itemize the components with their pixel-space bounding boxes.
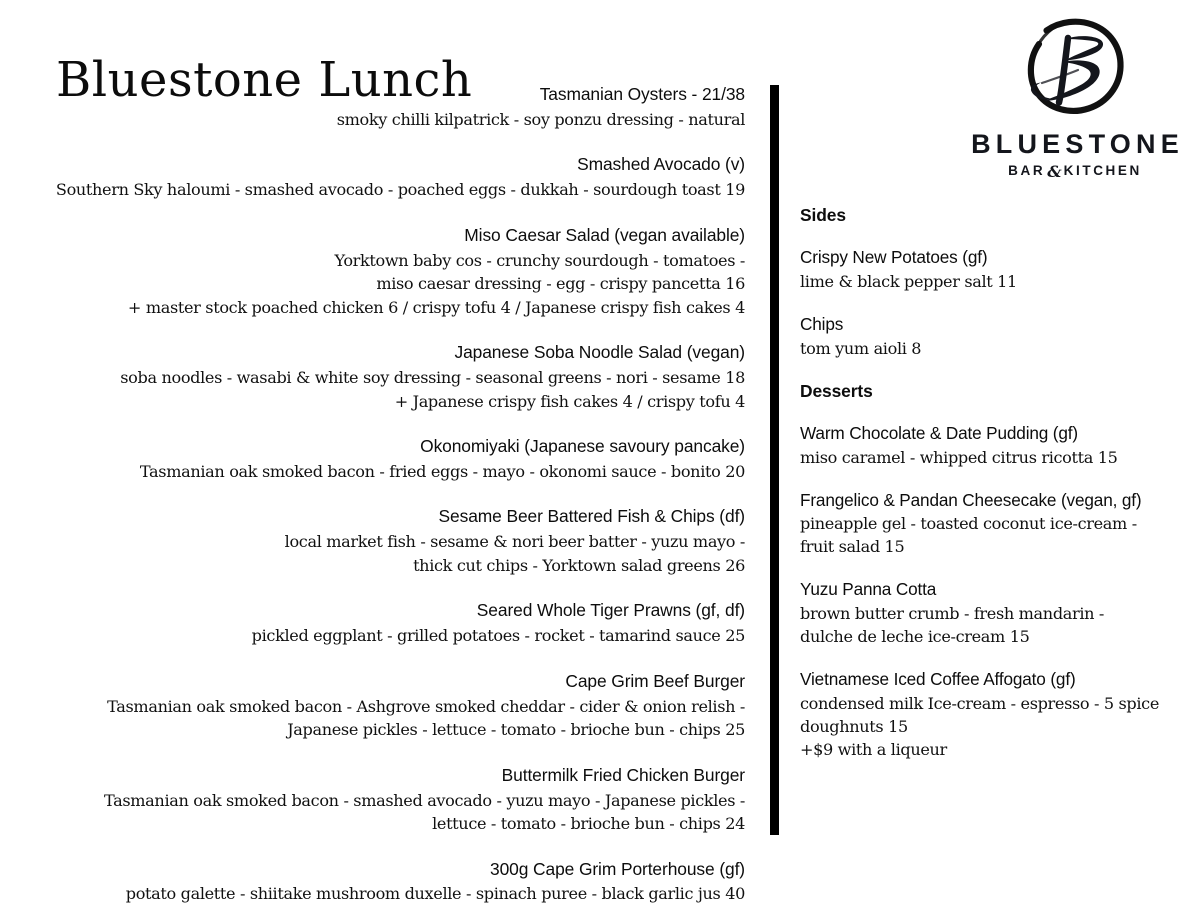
side-menu-item-description-line: fruit salad 15 xyxy=(800,537,905,557)
menu-item-name: Miso Caesar Salad (vegan available) xyxy=(464,224,745,245)
brush-b-circle-icon xyxy=(1016,14,1134,124)
desserts-section xyxy=(800,378,1180,761)
side-menu-item-name: Warm Chocolate & Date Pudding (gf) xyxy=(800,422,1078,443)
sides-desserts-column xyxy=(800,202,1180,779)
menu-item-name: Seared Whole Tiger Prawns (gf, df) xyxy=(476,600,745,621)
side-menu-item-description-line: pineapple gel - toasted coconut ice-cream - xyxy=(800,514,1137,534)
menu-item-description-line: soba noodles - wasabi & white soy dressing - seasonal greens - nori - sesame 18 xyxy=(120,368,745,388)
menu-item xyxy=(40,669,745,742)
side-menu-item-description-line: tom yum aioli 8 xyxy=(800,338,922,358)
menu-item-name: Tasmanian Oysters - 21/38 xyxy=(539,84,745,104)
menu-item xyxy=(40,223,745,319)
menu-item-name: Cape Grim Beef Burger xyxy=(565,670,745,691)
menu-item-name: 300g Cape Grim Porterhouse (gf) xyxy=(490,858,745,879)
side-menu-item-note-line: +$9 with a liqueur xyxy=(800,739,947,759)
menu-item xyxy=(40,598,745,647)
menu-item xyxy=(40,152,745,201)
menu-item-description-line: Yorktown baby cos - crunchy sourdough - tomatoes - xyxy=(334,250,745,270)
logo-wordmark: BLUESTONE xyxy=(971,129,1184,159)
menu-item-name: Okonomiyaki (Japanese savoury pancake) xyxy=(420,436,745,457)
logo-sub-bar: BAR xyxy=(1008,162,1046,178)
side-menu-item-description-line: brown butter crumb - fresh mandarin - xyxy=(800,604,1105,624)
menu-item-name: Sesame Beer Battered Fish & Chips (df) xyxy=(438,506,745,527)
menu-item-description-line: miso caesar dressing - egg - crispy pancetta 16 xyxy=(376,274,745,294)
menu-item-addons-line: + Japanese crispy fish cakes 4 / crispy tofu 4 xyxy=(394,391,745,411)
side-menu-item xyxy=(800,667,1180,761)
menu-item-description-line: Tasmanian oak smoked bacon - Ashgrove smoked cheddar - cider & onion relish - xyxy=(107,696,745,716)
logo-sub-kitchen: KITCHEN xyxy=(1063,162,1142,178)
menu-item-name: Buttermilk Fried Chicken Burger xyxy=(501,764,745,785)
menu-item-description-line: Southern Sky haloumi - smashed avocado - poached eggs - dukkah - sourdough toast 19 xyxy=(55,180,745,200)
menu-item-description-line: thick cut chips - Yorktown salad greens 26 xyxy=(413,555,745,575)
menu-item-name: Smashed Avocado (v) xyxy=(577,154,745,175)
side-menu-item-name: Chips xyxy=(800,313,844,334)
menu-item-description-line: Japanese pickles - lettuce - tomato - brioche bun - chips 25 xyxy=(287,720,745,740)
menu-item xyxy=(40,763,745,836)
side-menu-item-description-line: dulche de leche ice-cream 15 xyxy=(800,627,1030,647)
side-menu-item xyxy=(800,488,1180,559)
main-menu-column xyxy=(40,82,745,906)
logo-subwordmark xyxy=(955,162,1195,180)
menu-item-description-line: Tasmanian oak smoked bacon - smashed avocado - yuzu mayo - Japanese pickles - xyxy=(103,790,745,810)
menu-item-name: Japanese Soba Noodle Salad (vegan) xyxy=(454,342,745,363)
menu-item xyxy=(40,857,745,906)
menu-item-description-line: Tasmanian oak smoked bacon - fried eggs - mayo - okonomi sauce - bonito 20 xyxy=(139,462,745,481)
side-menu-item-name: Frangelico & Pandan Cheesecake (vegan, gf) xyxy=(800,489,1142,510)
menu-item-description-line: local market fish - sesame & nori beer batter - yuzu mayo - xyxy=(284,532,745,552)
column-divider xyxy=(770,85,779,835)
menu-item-description-line: pickled eggplant - grilled potatoes - rocket - tamarind sauce 25 xyxy=(251,626,745,646)
logo-ampersand-icon: & xyxy=(1047,162,1062,182)
brand-logo xyxy=(955,14,1195,180)
menu-item-description-line: smoky chilli kilpatrick - soy ponzu dressing - natural xyxy=(336,109,745,129)
side-menu-item-description-line: condensed milk Ice-cream - espresso - 5 spice xyxy=(800,693,1160,713)
sides-section-heading: Sides xyxy=(800,205,846,225)
menu-item xyxy=(40,340,745,413)
side-menu-item xyxy=(800,577,1180,648)
menu-item xyxy=(40,434,745,483)
side-menu-item xyxy=(800,312,1180,360)
desserts-section-heading: Desserts xyxy=(800,380,873,401)
menu-item-addons-line: + master stock poached chicken 6 / crispy tofu 4 / Japanese crispy fish cakes 4 xyxy=(127,297,745,317)
menu-item-description-line: potato galette - shiitake mushroom duxelle - spinach puree - black garlic jus 40 xyxy=(125,884,745,904)
side-menu-item xyxy=(800,245,1180,293)
side-menu-item-name: Yuzu Panna Cotta xyxy=(800,579,937,600)
menu-item-description-line: lettuce - tomato - brioche bun - chips 24 xyxy=(432,814,745,834)
page-title: Bluestone Lunch xyxy=(56,52,473,109)
side-menu-item-description-line: lime & black pepper salt 11 xyxy=(800,271,1017,291)
side-menu-item-description-line: miso caramel - whipped citrus ricotta 15 xyxy=(800,447,1118,467)
menu-item xyxy=(40,504,745,577)
side-menu-item-name: Crispy New Potatoes (gf) xyxy=(800,247,988,268)
sides-section xyxy=(800,202,1180,360)
menu-item xyxy=(40,82,745,131)
side-menu-item-description-line: doughnuts 15 xyxy=(800,716,908,736)
side-menu-item-name: Vietnamese Iced Coffee Affogato (gf) xyxy=(800,669,1076,690)
side-menu-item xyxy=(800,421,1180,469)
